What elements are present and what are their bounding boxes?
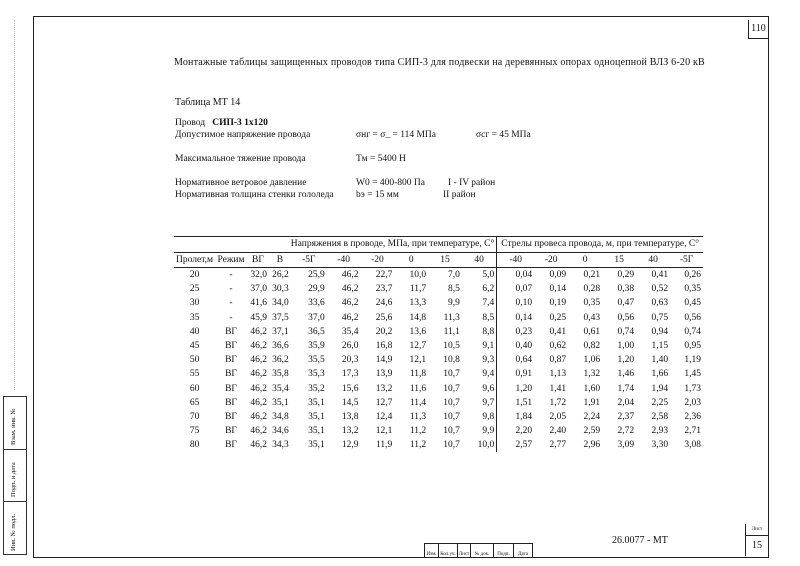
table-cell: 0,91 xyxy=(515,369,533,380)
table-cell: 34,0 xyxy=(272,298,289,309)
table-cell: 10,7 xyxy=(443,397,460,408)
table-cell: 0,56 xyxy=(617,312,635,323)
table-cell: 2,25 xyxy=(651,397,669,408)
table-row xyxy=(174,339,703,353)
table-cell: ВГ xyxy=(225,341,237,352)
table-row xyxy=(174,367,703,381)
column-header: -5Г xyxy=(302,255,316,265)
side-stamp-field: Подп. и дата xyxy=(10,462,17,497)
table-cell: 10,5 xyxy=(443,341,460,352)
table-cell: 2,72 xyxy=(617,426,635,437)
table-cell: 0,47 xyxy=(617,298,635,309)
title-block-cell: Лист xyxy=(458,544,471,557)
column-header: 40 xyxy=(648,255,658,265)
title-block-cell: Кол.уч. xyxy=(439,544,458,557)
title-block-cell: Дата xyxy=(514,544,533,557)
table-cell: 15,6 xyxy=(341,383,359,394)
title-block-cell: Подп. xyxy=(494,544,514,557)
table-cell: 1,06 xyxy=(583,355,601,366)
table-cell: 33,6 xyxy=(308,298,325,309)
sag-group-header: Стрелы провеса провода, м, при температуре, С° xyxy=(501,239,699,249)
sheet-number: 110 xyxy=(748,20,768,39)
table-cell: 2,37 xyxy=(617,411,635,422)
column-header: 15 xyxy=(440,255,450,265)
table-cell: 0,52 xyxy=(651,284,669,295)
table-row xyxy=(174,438,703,452)
table-cell: ВГ xyxy=(225,355,237,366)
table-cell: 20,2 xyxy=(375,326,393,337)
table-row xyxy=(174,296,703,310)
binding-margin xyxy=(14,20,16,390)
table-cell: 0,40 xyxy=(515,341,533,352)
table-cell: 60 xyxy=(189,383,200,394)
table-cell: 8,8 xyxy=(462,325,497,339)
table-cell: 11,3 xyxy=(443,312,460,323)
table-cell: 46,2 xyxy=(250,397,268,408)
table-cell: - xyxy=(229,284,233,295)
table-cell: ВГ xyxy=(225,383,237,394)
table-cell: 12,1 xyxy=(409,355,427,366)
table-row xyxy=(174,311,703,325)
table-cell: 3,30 xyxy=(651,440,669,451)
table-cell: 46,2 xyxy=(250,383,268,394)
table-cell: 0,26 xyxy=(684,270,701,281)
table-cell: 80 xyxy=(189,440,200,451)
table-row xyxy=(174,353,703,367)
column-header: -20 xyxy=(371,255,384,265)
table-cell: 24,6 xyxy=(375,298,393,309)
table-cell: - xyxy=(229,312,233,323)
table-cell: 0,21 xyxy=(583,270,601,281)
table-cell: 36,2 xyxy=(272,355,289,366)
table-cell: 0,75 xyxy=(651,312,669,323)
table-cell: 17,3 xyxy=(341,369,359,380)
table-cell: 35,3 xyxy=(308,369,325,380)
table-cell: 9,3 xyxy=(462,353,497,367)
table-cell: ВГ xyxy=(225,426,237,437)
table-cell: 0,82 xyxy=(583,341,601,352)
table-cell: 34,8 xyxy=(272,411,289,422)
table-cell: 0,04 xyxy=(515,270,533,281)
table-cell: 0,14 xyxy=(549,284,567,295)
table-cell: 11,8 xyxy=(409,369,427,380)
table-cell: 34,3 xyxy=(272,440,289,451)
table-row xyxy=(174,410,703,424)
side-stamp xyxy=(3,396,27,555)
column-header: -20 xyxy=(544,255,558,265)
table-cell: 0,64 xyxy=(515,355,533,366)
table-cell: 40 xyxy=(189,326,200,337)
param-value-2: II район xyxy=(443,190,476,200)
table-cell: 32,0 xyxy=(250,270,268,281)
table-cell: ВГ xyxy=(225,369,237,380)
table-cell: 2,93 xyxy=(651,426,669,437)
table-cell: 1,94 xyxy=(651,383,669,394)
table-cell: 1,45 xyxy=(684,369,701,380)
table-cell: 35,1 xyxy=(308,397,325,408)
stress-group-header: Напряжения в проводе, МПа, при температуре, С° xyxy=(291,237,497,253)
table-cell: 9,1 xyxy=(462,339,497,353)
table-group-header xyxy=(174,237,703,253)
title-block xyxy=(424,523,767,556)
table-cell: 11,6 xyxy=(409,383,427,394)
table-cell: 11,7 xyxy=(409,284,427,295)
table-cell: 37,5 xyxy=(272,312,289,323)
table-cell: 30 xyxy=(189,298,200,309)
table-cell: 1,20 xyxy=(617,355,635,366)
table-cell: 11,4 xyxy=(409,397,427,408)
table-cell: 1,41 xyxy=(549,383,567,394)
param-value: bэ = 15 мм xyxy=(356,190,399,200)
column-header: Режим xyxy=(217,255,245,265)
table-cell: 45,9 xyxy=(250,312,268,323)
table-cell: 1,19 xyxy=(684,355,701,366)
column-header: Пролет,м xyxy=(176,255,214,265)
param-value: Тм = 5400 Н xyxy=(356,154,406,164)
sheet-label: Лист xyxy=(746,524,768,536)
table-cell: 1,72 xyxy=(549,397,567,408)
table-cell: 9,9 xyxy=(448,298,460,309)
table-cell: 50 xyxy=(189,355,200,366)
table-cell: 35,5 xyxy=(308,355,325,366)
table-cell: 36,6 xyxy=(272,341,289,352)
document-code: 26.0077 - МТ xyxy=(612,535,668,546)
table-cell: 20,3 xyxy=(341,355,359,366)
table-cell: 70 xyxy=(189,411,200,422)
table-cell: 20 xyxy=(189,270,200,281)
table-cell: 46,2 xyxy=(250,341,268,352)
table-cell: 10,7 xyxy=(443,383,460,394)
table-cell: 2,58 xyxy=(651,411,669,422)
wire-type: СИП-3 1х120 xyxy=(212,118,268,128)
table-row xyxy=(174,282,703,296)
table-cell: 0,63 xyxy=(651,298,669,309)
table-cell: 7,4 xyxy=(462,296,497,310)
column-header: 0 xyxy=(408,255,414,265)
table-number: Таблица МТ 14 xyxy=(175,97,241,108)
table-cell: 14,5 xyxy=(341,397,359,408)
table-cell: 5,0 xyxy=(462,268,497,283)
table-cell: 3,09 xyxy=(617,440,635,451)
table-cell: 0,62 xyxy=(549,341,567,352)
table-cell: 1,46 xyxy=(617,369,635,380)
table-row xyxy=(174,396,703,410)
table-cell: 6,2 xyxy=(462,282,497,296)
table-cell: 0,87 xyxy=(549,355,567,366)
table-cell: 2,96 xyxy=(583,440,601,451)
table-cell: 0,07 xyxy=(515,284,533,295)
table-cell: 30,3 xyxy=(272,284,289,295)
table-cell: 2,59 xyxy=(583,426,601,437)
table-cell: 0,45 xyxy=(684,298,701,309)
table-cell: 13,3 xyxy=(409,298,427,309)
table-cell: 55 xyxy=(189,369,200,380)
table-cell: 13,9 xyxy=(375,369,393,380)
param-value: σнг = σ_ = 114 МПа xyxy=(356,130,436,140)
column-header: ВГ xyxy=(252,255,264,265)
table-cell: 0,94 xyxy=(651,326,669,337)
table-cell: 0,35 xyxy=(684,284,701,295)
table-cell: 1,74 xyxy=(617,383,635,394)
table-cell: 1,84 xyxy=(515,411,533,422)
sheet-box xyxy=(745,524,768,556)
table-cell: 35,1 xyxy=(272,397,289,408)
table-cell: 13,2 xyxy=(341,426,359,437)
table-cell: 34,6 xyxy=(272,426,289,437)
table-cell: 37,1 xyxy=(272,326,289,337)
table-cell: ВГ xyxy=(225,411,237,422)
table-cell: 46,2 xyxy=(250,355,268,366)
table-cell: 9,6 xyxy=(462,382,497,396)
column-header: 0 xyxy=(582,255,588,265)
table-cell: 1,91 xyxy=(583,397,601,408)
side-stamp-field: Инв. № подл. xyxy=(10,513,17,551)
table-cell: 12,7 xyxy=(375,397,393,408)
table-cell: 0,56 xyxy=(684,312,701,323)
table-cell: 35,4 xyxy=(341,326,359,337)
table-cell: 8,5 xyxy=(448,284,460,295)
table-cell: 26,0 xyxy=(341,341,359,352)
table-cell: 0,10 xyxy=(515,298,533,309)
table-cell: 35,2 xyxy=(308,383,325,394)
title-block-cell: Изм. xyxy=(424,544,439,557)
table-cell: 0,23 xyxy=(515,326,533,337)
table-cell: 46,2 xyxy=(250,426,268,437)
table-cell: 35 xyxy=(189,312,200,323)
table-cell: - xyxy=(229,298,233,309)
column-header: -5Г xyxy=(679,255,694,265)
column-header: 15 xyxy=(614,255,624,265)
table-cell: 7,0 xyxy=(448,270,460,281)
table-cell: 26,2 xyxy=(272,270,289,281)
table-cell: 46,2 xyxy=(250,411,268,422)
param-label: Нормативная толщина стенки гололеда xyxy=(175,190,334,200)
table-cell: 0,41 xyxy=(549,326,567,337)
table-cell: 0,14 xyxy=(515,312,533,323)
table-cell: 0,09 xyxy=(549,270,567,281)
table-row xyxy=(174,424,703,438)
table-cell: 37,0 xyxy=(308,312,325,323)
table-cell: 2,36 xyxy=(684,411,701,422)
column-header: 40 xyxy=(462,253,497,268)
table-cell: 9,9 xyxy=(462,424,497,438)
table-cell: 1,15 xyxy=(651,341,669,352)
title-block-cells xyxy=(424,543,533,557)
table-cell: 0,74 xyxy=(684,326,701,337)
table-cell: 46,2 xyxy=(341,270,359,281)
table-cell: 10,7 xyxy=(443,411,460,422)
table-cell: 23,7 xyxy=(375,284,393,295)
table-cell: 2,71 xyxy=(684,426,701,437)
table-cell: 10,7 xyxy=(443,426,460,437)
table-cell: 3,08 xyxy=(684,440,701,451)
table-cell: 12,7 xyxy=(409,341,427,352)
table-cell: 65 xyxy=(189,397,200,408)
table-cell: 0,95 xyxy=(684,341,701,352)
table-cell: 36,5 xyxy=(308,326,325,337)
column-header: В xyxy=(276,255,284,265)
table-cell: 13,6 xyxy=(409,326,427,337)
table-cell: 10,8 xyxy=(443,355,460,366)
table-cell: 35,1 xyxy=(308,411,325,422)
table-cell: 46,2 xyxy=(341,298,359,309)
table-cell: 2,20 xyxy=(515,426,533,437)
table-cell: 1,51 xyxy=(515,397,533,408)
table-cell: 8,5 xyxy=(462,311,497,325)
table-cell: 2,05 xyxy=(549,411,567,422)
param-value-2: σсг = 45 МПа xyxy=(476,130,531,140)
wire-label: Провод xyxy=(175,118,206,128)
table-cell: 0,19 xyxy=(549,298,567,309)
table-cell: 12,1 xyxy=(375,426,393,437)
table-cell: 35,1 xyxy=(308,426,325,437)
table-cell: ВГ xyxy=(225,440,237,451)
table-cell: 25,6 xyxy=(375,312,393,323)
table-row xyxy=(174,325,703,339)
table-cell: - xyxy=(229,270,233,281)
table-cell: 1,73 xyxy=(684,383,701,394)
table-cell: 10,7 xyxy=(443,440,460,451)
table-cell: ВГ xyxy=(225,326,237,337)
table-cell: 0,28 xyxy=(583,284,601,295)
table-cell: 2,57 xyxy=(515,440,533,451)
table-cell: 13,8 xyxy=(341,411,359,422)
table-cell: 29,9 xyxy=(308,284,325,295)
table-cell: 11,9 xyxy=(376,440,393,451)
table-row xyxy=(174,268,703,283)
table-cell: 41,6 xyxy=(250,298,268,309)
installation-table xyxy=(174,236,703,452)
table-cell: 25 xyxy=(189,284,200,295)
table-cell: 35,1 xyxy=(308,440,325,451)
table-cell: 1,66 xyxy=(651,369,669,380)
table-cell: 9,4 xyxy=(462,367,497,381)
table-cell: 10,7 xyxy=(443,369,460,380)
table-cell: 1,00 xyxy=(617,341,635,352)
table-cell: 2,40 xyxy=(549,426,567,437)
document-title: Монтажные таблицы защищенных проводов типа СИП-3 для подвески на деревянных опорах одноцепной ВЛЗ 6-20 кВ xyxy=(174,57,705,68)
table-cell: 2,77 xyxy=(549,440,567,451)
table-cell: 9,8 xyxy=(462,410,497,424)
param-value: W0 = 400-800 Па xyxy=(356,178,425,188)
table-cell: 12,4 xyxy=(375,411,393,422)
table-cell: 11,2 xyxy=(409,426,427,437)
sheet-value: 15 xyxy=(752,540,762,551)
table-cell: 37,0 xyxy=(250,284,268,295)
table-cell: 12,9 xyxy=(341,440,359,451)
column-header: -40 xyxy=(337,255,350,265)
table-row xyxy=(174,382,703,396)
table-cell: 22,7 xyxy=(375,270,393,281)
table-cell: 1,20 xyxy=(515,383,533,394)
table-cell: 0,41 xyxy=(651,270,669,281)
table-cell: 0,74 xyxy=(617,326,635,337)
table-cell: 11,2 xyxy=(409,440,427,451)
param-label: Максимальное тяжение провода xyxy=(175,154,306,164)
table-cell: 46,2 xyxy=(250,440,268,451)
param-label: Допустимое напряжение провода xyxy=(175,130,311,140)
table-column-header xyxy=(174,253,703,268)
table-cell: 45 xyxy=(189,341,200,352)
param-label: Нормативное ветровое давление xyxy=(175,178,307,188)
table-cell: 0,43 xyxy=(583,312,601,323)
table-cell: 2,04 xyxy=(617,397,635,408)
table-cell: 0,38 xyxy=(617,284,635,295)
table-cell: 9,7 xyxy=(462,396,497,410)
table-cell: 10,0 xyxy=(409,270,427,281)
table-cell: 13,2 xyxy=(375,383,393,394)
table-cell: 35,8 xyxy=(272,369,289,380)
table-cell: 14,9 xyxy=(375,355,393,366)
table-cell: 11,1 xyxy=(443,326,460,337)
table-cell: 0,29 xyxy=(617,270,635,281)
table-cell: 75 xyxy=(189,426,200,437)
table-cell: 25,9 xyxy=(308,270,325,281)
table-cell: 35,4 xyxy=(272,383,289,394)
table-cell: 46,2 xyxy=(341,284,359,295)
wire-label-row xyxy=(175,118,268,128)
table-cell: 1,13 xyxy=(549,369,567,380)
table-cell: 14,8 xyxy=(409,312,427,323)
table-cell: 1,32 xyxy=(583,369,601,380)
table-cell: 0,25 xyxy=(549,312,567,323)
side-stamp-field: Взам. инв. № xyxy=(10,408,17,445)
table-cell: 46,2 xyxy=(341,312,359,323)
table-cell: 10,0 xyxy=(462,438,497,452)
table-cell: 1,60 xyxy=(583,383,601,394)
table-cell: 0,35 xyxy=(583,298,601,309)
table-cell: ВГ xyxy=(225,397,237,408)
table-cell: 16,8 xyxy=(375,341,393,352)
table-cell: 2,24 xyxy=(583,411,601,422)
table-cell: 46,2 xyxy=(250,369,268,380)
table-cell: 35,9 xyxy=(308,341,325,352)
param-value-2: I - IV район xyxy=(448,178,496,188)
table-cell: 11,3 xyxy=(409,411,427,422)
table-cell: 46,2 xyxy=(250,326,268,337)
column-header: -40 xyxy=(509,255,523,265)
table-cell: 2,03 xyxy=(684,397,701,408)
title-block-cell: № док. xyxy=(471,544,494,557)
table-cell: 1,40 xyxy=(651,355,669,366)
table-cell: 0,61 xyxy=(583,326,601,337)
